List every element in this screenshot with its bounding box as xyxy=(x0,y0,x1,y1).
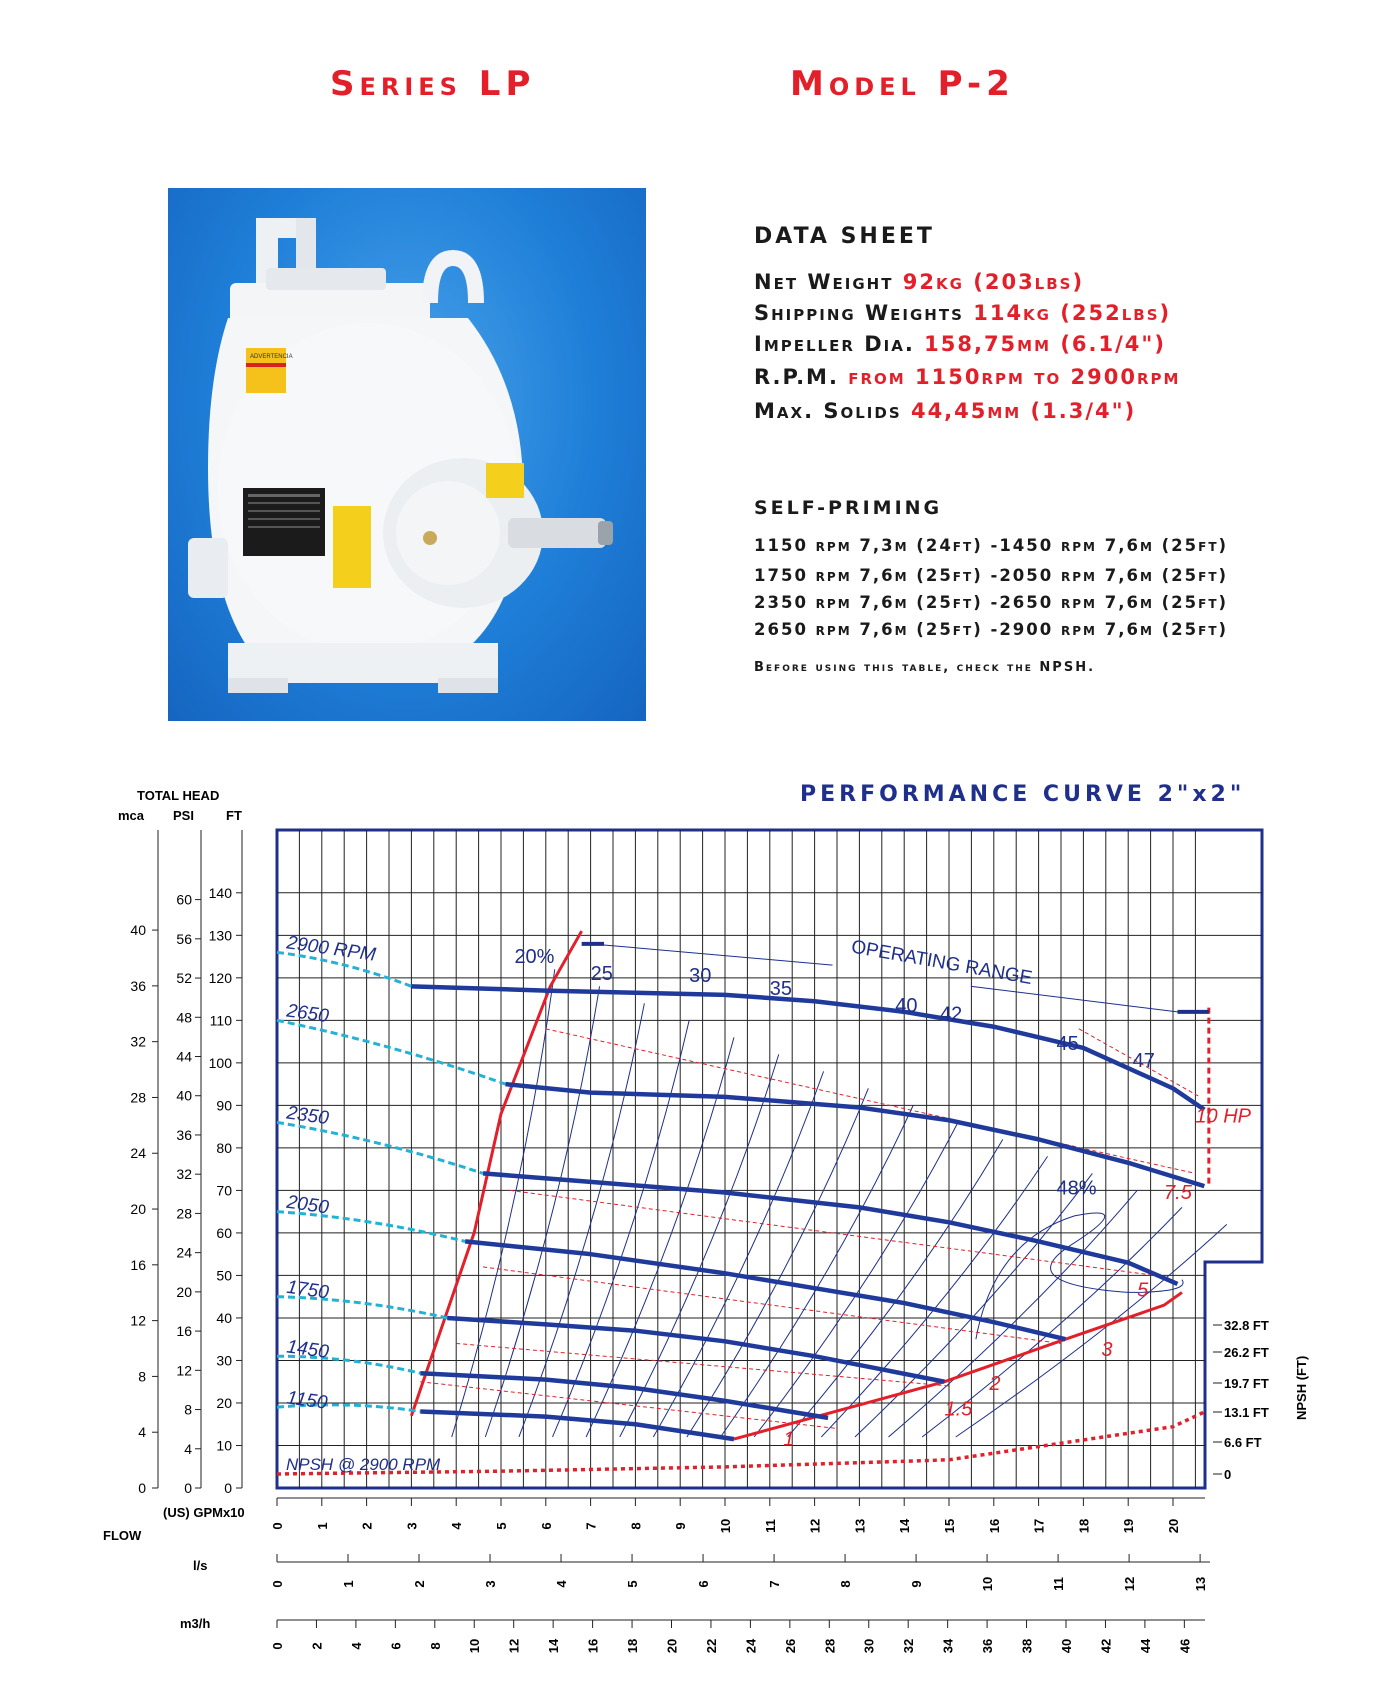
gpm-tick-label: 6 xyxy=(538,1522,554,1530)
psi-tick-label: 20 xyxy=(176,1283,192,1300)
ls-tick-label: 1 xyxy=(341,1580,357,1588)
psi-tick-label: 0 xyxy=(184,1480,192,1496)
m3h-tick-label: 20 xyxy=(664,1638,680,1654)
m3h-tick-label: 26 xyxy=(782,1638,798,1654)
mca-tick-label: 28 xyxy=(130,1089,146,1106)
m3h-tick-label: 44 xyxy=(1137,1638,1153,1654)
ft-tick-label: 50 xyxy=(216,1267,232,1284)
rpm-label: 1450 xyxy=(285,1336,331,1364)
ls-tick-label: 10 xyxy=(980,1576,996,1592)
psi-tick-label: 52 xyxy=(176,970,192,987)
ft-tick-label: 110 xyxy=(209,1012,232,1029)
head-curve xyxy=(447,1318,944,1382)
m3h-tick-label: 2 xyxy=(309,1642,325,1650)
efficiency-label: 35 xyxy=(769,977,793,1000)
gpm-tick-label: 14 xyxy=(897,1518,913,1534)
psi-axis-label: PSI xyxy=(173,808,194,823)
npsh-tick-label: 0 xyxy=(1224,1467,1232,1482)
mca-tick-label: 0 xyxy=(138,1480,146,1496)
m3h-tick-label: 34 xyxy=(940,1638,956,1654)
self-priming-row: 2350 rpm 7,6m (25ft) -2650 rpm 7,6m (25ft) xyxy=(754,593,1229,612)
shutoff-curve xyxy=(277,1020,505,1084)
power-line xyxy=(483,1267,1061,1344)
operating-range-pointer xyxy=(591,944,833,965)
rpm-label: 2350 xyxy=(285,1102,331,1130)
power-label: 5 xyxy=(1137,1279,1149,1302)
npsh-axis-label: NPSH (FT) xyxy=(1294,1355,1309,1420)
efficiency-48-loop xyxy=(976,1213,1183,1339)
self-priming-row: 1750 rpm 7,6m (25ft) -2050 rpm 7,6m (25ft) xyxy=(754,566,1229,585)
efficiency-label: 20% xyxy=(514,945,555,968)
mca-tick-label: 40 xyxy=(130,922,146,939)
power-label: 2 xyxy=(989,1373,1001,1396)
power-label: 10 HP xyxy=(1195,1105,1251,1128)
ls-tick-label: 6 xyxy=(696,1580,712,1588)
ls-tick-label: 12 xyxy=(1122,1576,1138,1592)
psi-tick-label: 16 xyxy=(176,1323,192,1340)
efficiency-label: 40 xyxy=(895,994,918,1017)
efficiency-line xyxy=(721,1105,914,1437)
efficiency-line xyxy=(754,1122,958,1437)
m3h-tick-label: 0 xyxy=(270,1642,285,1650)
rpm-label: 1750 xyxy=(285,1276,331,1304)
ft-tick-label: 10 xyxy=(216,1437,232,1454)
ls-axis-label: l/s xyxy=(193,1558,208,1573)
mca-axis-label: mca xyxy=(118,808,145,823)
ls-tick-label: 9 xyxy=(909,1580,925,1588)
ft-tick-label: 0 xyxy=(224,1480,232,1496)
spec-value: 44,45mm (1.3/4") xyxy=(910,399,1137,423)
performance-chart xyxy=(0,770,1400,1691)
head-curve xyxy=(411,986,1204,1109)
x-axis-title: FLOW xyxy=(103,1528,142,1543)
head-curve xyxy=(420,1411,734,1439)
m3h-axis-label: m3/h xyxy=(180,1616,211,1631)
mca-tick-label: 32 xyxy=(130,1033,146,1050)
ls-tick-label: 3 xyxy=(483,1580,499,1588)
chart-title: PERFORMANCE CURVE 2"x2" xyxy=(800,782,1246,807)
m3h-tick-label: 30 xyxy=(861,1638,877,1654)
gpm-tick-label: 3 xyxy=(404,1522,420,1530)
ft-tick-label: 90 xyxy=(216,1097,232,1114)
gpm-tick-label: 5 xyxy=(494,1522,509,1530)
ft-tick-label: 40 xyxy=(216,1309,232,1326)
head-curve xyxy=(420,1373,828,1418)
efficiency-line xyxy=(452,969,555,1437)
head-curve xyxy=(505,1084,1204,1186)
ls-tick-label: 4 xyxy=(554,1580,570,1588)
m3h-tick-label: 14 xyxy=(546,1638,562,1654)
spec-value: from 1150rpm to 2900rpm xyxy=(848,365,1181,389)
efficiency-label: 48% xyxy=(1056,1177,1097,1200)
chart-labels xyxy=(284,932,1251,1474)
rpm-label: 2050 xyxy=(285,1191,331,1219)
self-priming-row: 1150 rpm 7,3m (24ft) -1450 rpm 7,6m (25ft) xyxy=(754,536,1229,555)
ft-tick-label: 140 xyxy=(208,884,232,901)
efficiency-line xyxy=(889,1190,1138,1437)
gpm-tick-label: 9 xyxy=(673,1522,689,1530)
rpm-label: 2900 RPM xyxy=(285,932,378,966)
model-title: Model P-2 xyxy=(790,64,1015,104)
m3h-tick-label: 40 xyxy=(1058,1638,1074,1654)
spec-label: R.P.M. xyxy=(754,365,839,389)
m3h-tick-label: 18 xyxy=(625,1638,641,1654)
ls-tick-label: 0 xyxy=(270,1580,285,1588)
psi-tick-label: 8 xyxy=(184,1401,192,1418)
gpm-tick-label: 8 xyxy=(628,1522,644,1530)
operating-range-pointer xyxy=(971,986,1177,1012)
npsh-tick-label: 26.2 FT xyxy=(1224,1345,1269,1360)
efficiency-label: 45 xyxy=(1056,1033,1079,1056)
m3h-tick-label: 6 xyxy=(388,1642,404,1650)
psi-tick-label: 44 xyxy=(176,1048,192,1065)
m3h-tick-label: 10 xyxy=(467,1638,483,1654)
data-sheet-heading: DATA SHEET xyxy=(754,224,935,249)
gpm-tick-label: 0 xyxy=(270,1522,285,1530)
m3h-tick-label: 42 xyxy=(1098,1638,1114,1654)
m3h-tick-label: 32 xyxy=(901,1638,917,1654)
npsh-tick-label: 32.8 FT xyxy=(1224,1318,1269,1333)
mca-tick-label: 12 xyxy=(130,1312,146,1329)
warning-label: ADVERTENCIA xyxy=(250,354,293,360)
gpm-tick-label: 11 xyxy=(762,1519,778,1533)
efficiency-label: 42 xyxy=(940,1003,963,1026)
gpm-axis-label: (US) GPMx10 xyxy=(163,1505,245,1520)
ft-tick-label: 70 xyxy=(216,1182,232,1199)
psi-tick-label: 60 xyxy=(176,891,192,908)
spec-net-weight xyxy=(754,270,1084,294)
psi-tick-label: 28 xyxy=(176,1205,192,1222)
gpm-tick-label: 12 xyxy=(807,1518,823,1534)
gpm-tick-label: 10 xyxy=(718,1518,733,1534)
efficiency-label: 25 xyxy=(590,962,613,985)
ls-tick-label: 5 xyxy=(625,1580,641,1588)
spec-shipping-weight xyxy=(754,301,1171,325)
spec-value: 158,75mm (6.1/4") xyxy=(924,332,1166,356)
psi-tick-label: 12 xyxy=(176,1362,192,1379)
mca-tick-label: 36 xyxy=(130,977,146,994)
gpm-tick-label: 20 xyxy=(1166,1518,1181,1534)
efficiency-line xyxy=(687,1088,868,1437)
m3h-tick-label: 8 xyxy=(427,1642,443,1650)
m3h-tick-label: 4 xyxy=(348,1642,364,1650)
npsh-tick-label: 19.7 FT xyxy=(1224,1376,1269,1391)
mca-tick-label: 8 xyxy=(138,1368,146,1385)
m3h-tick-label: 16 xyxy=(585,1638,601,1654)
power-label: 1.5 xyxy=(944,1398,973,1421)
m3h-tick-label: 36 xyxy=(980,1638,996,1654)
gpm-tick-label: 18 xyxy=(1076,1518,1092,1534)
efficiency-label: 30 xyxy=(689,965,712,988)
mca-tick-label: 24 xyxy=(130,1145,146,1162)
mca-tick-label: 4 xyxy=(138,1424,146,1441)
spec-rpm xyxy=(754,365,1180,389)
efficiency-line xyxy=(620,1054,779,1437)
spec-value: 114kg (252lbs) xyxy=(973,301,1172,325)
m3h-tick-label: 12 xyxy=(506,1638,522,1654)
ls-tick-label: 7 xyxy=(767,1580,783,1588)
m3h-tick-label: 24 xyxy=(743,1638,759,1654)
ft-axis-label: FT xyxy=(226,808,242,823)
ls-tick-label: 13 xyxy=(1193,1576,1209,1592)
power-line xyxy=(546,1029,1196,1174)
rpm-label: 2650 xyxy=(285,1000,331,1028)
npsh-tick-label: 6.6 FT xyxy=(1224,1435,1262,1450)
m3h-tick-label: 38 xyxy=(1019,1638,1035,1654)
ft-tick-label: 130 xyxy=(208,927,232,944)
spec-label: Shipping Weights xyxy=(754,301,964,325)
gpm-tick-label: 19 xyxy=(1121,1518,1137,1534)
ft-tick-label: 60 xyxy=(216,1224,232,1241)
gpm-tick-label: 16 xyxy=(986,1518,1002,1534)
ft-tick-label: 30 xyxy=(216,1352,232,1369)
npsh-note: Before using this table, check the NPSH. xyxy=(754,660,1096,675)
gpm-tick-label: 1 xyxy=(314,1522,330,1530)
psi-tick-label: 36 xyxy=(176,1126,192,1143)
rpm-label: 1150 xyxy=(285,1387,329,1414)
npsh-curve-label: NPSH @ 2900 RPM xyxy=(285,1455,441,1474)
spec-impeller-dia xyxy=(754,332,1166,356)
head-curves xyxy=(277,931,1209,1474)
spec-max-solids xyxy=(754,399,1136,423)
psi-tick-label: 4 xyxy=(184,1440,192,1457)
gpm-tick-label: 15 xyxy=(942,1518,957,1534)
efficiency-line xyxy=(553,1020,690,1437)
gpm-tick-label: 2 xyxy=(359,1522,375,1530)
ls-tick-label: 11 xyxy=(1051,1577,1067,1591)
shutoff-curve xyxy=(277,1212,465,1242)
psi-tick-label: 24 xyxy=(176,1244,192,1261)
self-priming-heading: SELF-PRIMING xyxy=(754,497,943,519)
series-title: Series LP xyxy=(330,64,536,104)
m3h-tick-label: 22 xyxy=(703,1638,719,1654)
gpm-tick-label: 7 xyxy=(583,1522,599,1530)
ft-tick-label: 120 xyxy=(208,969,232,986)
m3h-tick-label: 28 xyxy=(822,1638,838,1654)
power-label: 1 xyxy=(783,1428,795,1451)
psi-tick-label: 48 xyxy=(176,1009,192,1026)
ft-tick-label: 100 xyxy=(208,1054,232,1071)
gpm-tick-label: 13 xyxy=(852,1518,868,1534)
psi-tick-label: 40 xyxy=(176,1087,192,1104)
ft-tick-label: 80 xyxy=(216,1139,232,1156)
mca-tick-label: 16 xyxy=(130,1256,146,1273)
ls-tick-label: 2 xyxy=(412,1580,428,1588)
pump-photo xyxy=(168,188,646,721)
spec-label: Max. Solids xyxy=(754,399,902,423)
power-label: 7.5 xyxy=(1164,1181,1192,1204)
power-label: 3 xyxy=(1101,1339,1113,1362)
ft-tick-label: 20 xyxy=(216,1394,232,1411)
psi-tick-label: 32 xyxy=(176,1166,192,1183)
efficiency-line xyxy=(653,1071,823,1437)
ls-tick-label: 8 xyxy=(838,1580,854,1588)
operating-range-label: OPERATING RANGE xyxy=(849,936,1034,990)
gpm-tick-label: 17 xyxy=(1031,1518,1047,1534)
efficiency-line xyxy=(519,1003,644,1437)
y-axis-title: TOTAL HEAD xyxy=(137,788,220,803)
spec-label: Impeller Dia. xyxy=(754,332,915,356)
spec-value: 92kg (203lbs) xyxy=(902,270,1085,294)
efficiency-label: 47 xyxy=(1132,1050,1155,1073)
psi-tick-label: 56 xyxy=(176,930,192,947)
m3h-tick-label: 46 xyxy=(1177,1638,1193,1654)
gpm-tick-label: 4 xyxy=(449,1522,465,1530)
npsh-tick-label: 13.1 FT xyxy=(1224,1405,1269,1420)
mca-tick-label: 20 xyxy=(130,1201,146,1218)
spec-label: Net Weight xyxy=(754,270,894,294)
self-priming-row: 2650 rpm 7,6m (25ft) -2900 rpm 7,6m (25ft) xyxy=(754,620,1229,639)
